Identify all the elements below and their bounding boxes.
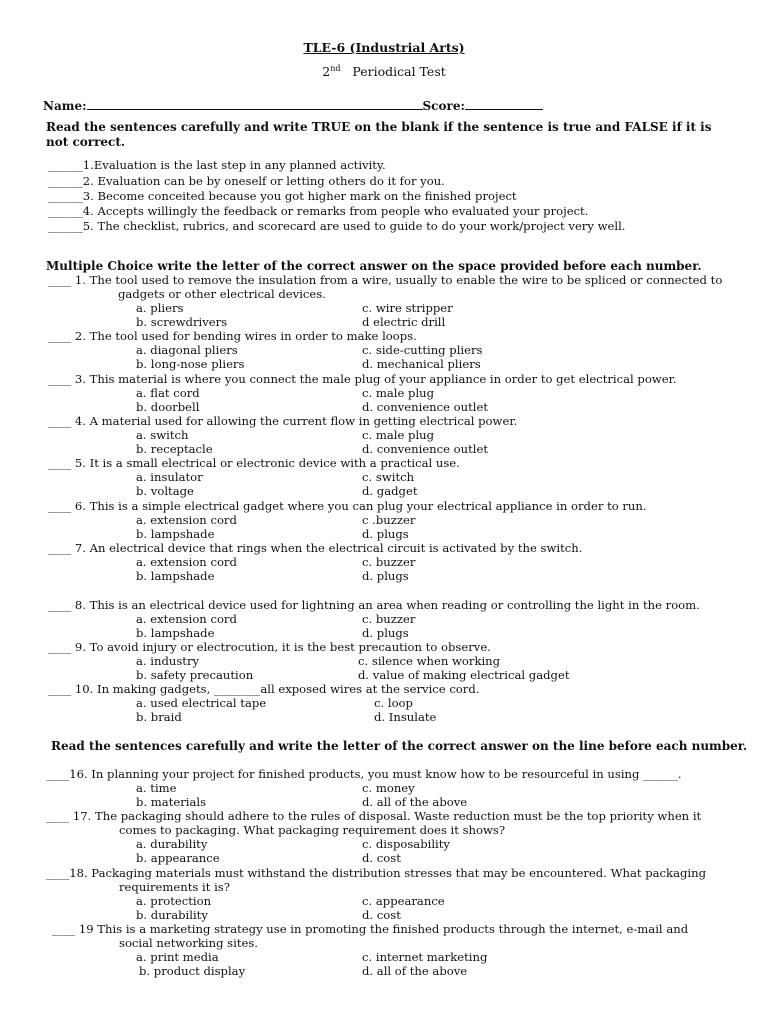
mc-option: d. all of the above	[362, 964, 468, 978]
mc-option: d. convenience outlet	[362, 442, 489, 456]
mc-option: b. screwdrivers	[136, 315, 228, 329]
name-score-line	[43, 98, 543, 113]
mc-option: a. extension cord	[136, 612, 237, 626]
tf-item-3: ______3. Become conceited because you got higher mark on the finished project	[48, 189, 517, 203]
page-title: TLE-6 (Industrial Arts)	[303, 40, 465, 55]
mc-question-10: ____ 10. In making gadgets, ________all exposed wires at the service cord.	[48, 682, 480, 696]
part3-instruction: Read the sentences carefully and write the letter of the correct answer on the line before each number.	[51, 739, 748, 753]
subtitle-text: Periodical Test	[352, 64, 446, 80]
mc-question-8: ____ 8. This is an electrical device used for lightning an area when reading or controlling the light in the room.	[48, 598, 700, 612]
mc-question-9: ____ 9. To avoid injury or electrocution, it is the best precaution to observe.	[48, 640, 491, 654]
mc-option: b. long-nose pliers	[136, 357, 245, 371]
mc-question-17: ____ 17. The packaging should adhere to the rules of disposal. Waste reduction must be the top priority when it	[46, 809, 702, 823]
mc-question-18: ____18. Packaging materials must withstand the distribution stresses that may be encountered. What packaging	[46, 866, 706, 880]
mc-option: a. insulator	[136, 470, 203, 484]
mc-option: c. side-cutting pliers	[362, 343, 483, 357]
mc-option: c. buzzer	[362, 555, 416, 569]
mc-option: c. internet marketing	[362, 950, 488, 964]
mc-question-17-cont: comes to packaging. What packaging requirement does it shows?	[119, 823, 506, 837]
mc-option: c. male plug	[362, 428, 435, 442]
subtitle-ordinal: nd	[330, 64, 341, 73]
mc-option: a. used electrical tape	[136, 696, 267, 710]
mc-question-5: ____ 5. It is a small electrical or electronic device with a practical use.	[48, 456, 460, 470]
mc-question-4: ____ 4. A material used for allowing the current flow in getting electrical power.	[48, 414, 518, 428]
mc-option: d. all of the above	[362, 795, 468, 809]
mc-option: c. silence when working	[358, 654, 501, 668]
mc-option: c. male plug	[362, 386, 435, 400]
mc-question-19: ____ 19 This is a marketing strategy use in promoting the finished products through the internet, e-mail and	[52, 922, 689, 936]
mc-option: a. protection	[136, 894, 212, 908]
part1-instruction: Read the sentences carefully and write TRUE on the blank if the sentence is true and FALSE if it is not correct.	[46, 120, 712, 149]
mc-option: a. pliers	[136, 301, 184, 315]
mc-option: b. appearance	[136, 851, 220, 865]
mc-question-18-cont: requirements it is?	[119, 880, 230, 894]
mc-option: b. braid	[136, 710, 182, 724]
tf-item-1: ______1.Evaluation is the last step in any planned activity.	[48, 158, 386, 172]
mc-option: d. cost	[362, 851, 401, 865]
mc-option: c. switch	[362, 470, 415, 484]
mc-option: d. plugs	[362, 626, 409, 640]
mc-option: a. industry	[136, 654, 200, 668]
mc-option: b. durability	[136, 908, 208, 922]
mc-option: b. voltage	[136, 484, 194, 498]
mc-question-19-cont: social networking sites.	[119, 936, 258, 950]
mc-option: c. disposability	[362, 837, 450, 851]
mc-option: b. product display	[139, 964, 246, 978]
mc-option: d electric drill	[362, 315, 446, 329]
mc-question-1: ____ 1. The tool used to remove the insulation from a wire, usually to enable the wire to be spliced or connected to	[48, 273, 723, 287]
mc-option: a. diagonal pliers	[136, 343, 238, 357]
mc-option: c. buzzer	[362, 612, 416, 626]
mc-option: d. mechanical pliers	[362, 357, 481, 371]
mc-option: c. loop	[374, 696, 413, 710]
mc-option: b. doorbell	[136, 400, 200, 414]
mc-option: a. extension cord	[136, 513, 237, 527]
mc-option: c. money	[362, 781, 415, 795]
mc-question-6: ____ 6. This is a simple electrical gadget where you can plug your electrical appliance in order to run.	[48, 499, 647, 513]
mc-option: b. lampshade	[136, 626, 215, 640]
mc-option: a. time	[136, 781, 177, 795]
mc-option: b. receptacle	[136, 442, 213, 456]
mc-option: d. cost	[362, 908, 401, 922]
mc-option: a. print media	[136, 950, 219, 964]
mc-question-16: ____16. In planning your project for finished products, you must know how to be resourceful in using ______.	[46, 767, 682, 781]
mc-option: d. Insulate	[374, 710, 437, 724]
tf-item-4: ______4. Accepts willingly the feedback or remarks from people who evaluated your project.	[48, 204, 589, 218]
mc-option: d. plugs	[362, 527, 409, 541]
mc-question-1-cont: gadgets or other electrical devices.	[118, 287, 326, 301]
name-blank[interactable]	[87, 98, 423, 110]
mc-question-2: ____ 2. The tool used for bending wires in order to make loops.	[48, 329, 417, 343]
name-label: Name:	[43, 99, 87, 113]
mc-option: c. appearance	[362, 894, 445, 908]
mc-option: d. plugs	[362, 569, 409, 583]
mc-option: b. lampshade	[136, 569, 215, 583]
subtitle-number: 2	[322, 64, 331, 80]
mc-option: c. wire stripper	[362, 301, 453, 315]
tf-item-2: ______2. Evaluation can be by oneself or letting others do it for you.	[48, 174, 445, 188]
mc-option: d. gadget	[362, 484, 418, 498]
mc-option: b. safety precaution	[136, 668, 254, 682]
mc-option: a. extension cord	[136, 555, 237, 569]
mc-question-3: ____ 3. This material is where you connect the male plug of your appliance in order to get electrical power.	[48, 372, 677, 386]
mc-option: b. materials	[136, 795, 207, 809]
mc-question-7: ____ 7. An electrical device that rings when the electrical circuit is activated by the switch.	[48, 541, 583, 555]
part2-instruction: Multiple Choice write the letter of the correct answer on the space provided before each number.	[46, 259, 702, 273]
mc-option: a. durability	[136, 837, 208, 851]
mc-option: c .buzzer	[362, 513, 416, 527]
page-subtitle	[0, 64, 768, 79]
score-label: Score:	[422, 99, 465, 113]
tf-item-5: ______5. The checklist, rubrics, and scorecard are used to guide to do your work/project very well.	[48, 219, 626, 233]
mc-option: d. convenience outlet	[362, 400, 489, 414]
mc-option: d. value of making electrical gadget	[358, 668, 570, 682]
score-blank[interactable]	[465, 98, 543, 110]
mc-option: b. lampshade	[136, 527, 215, 541]
mc-option: a. switch	[136, 428, 189, 442]
mc-option: a. flat cord	[136, 386, 200, 400]
